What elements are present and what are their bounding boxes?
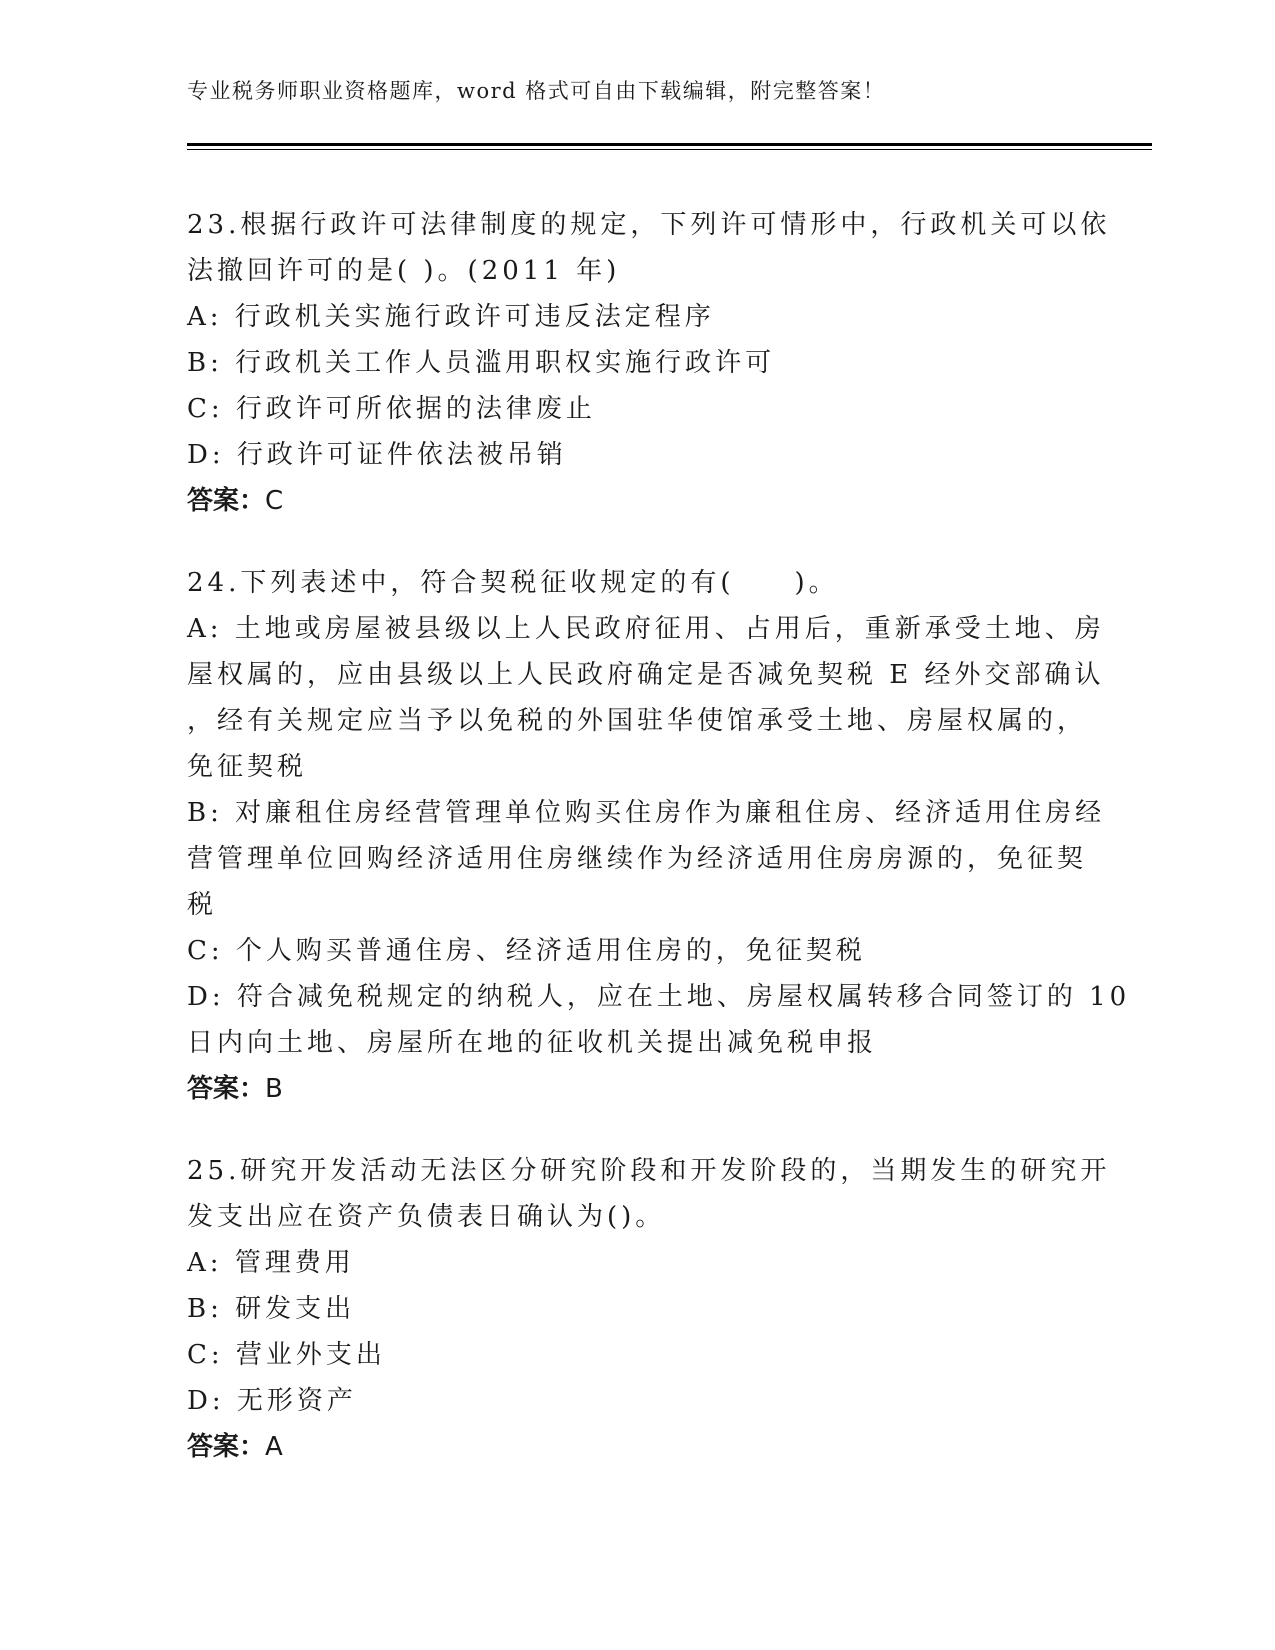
- question-stem-line: 24.下列表述中，符合契税征收规定的有( )。: [187, 568, 839, 598]
- option-line: 免征契税: [187, 752, 308, 782]
- option-line: A: 管理费用: [187, 1248, 355, 1278]
- question-block: [187, 560, 1131, 1112]
- answer-label: 答案：: [187, 486, 266, 516]
- question-stem-line: 发支出应在资产负债表日确认为()。: [187, 1202, 666, 1232]
- header-rule-thin: [187, 149, 1152, 150]
- option-line: D: 行政许可证件依法被吊销: [187, 440, 567, 470]
- option-line: C: 个人购买普通住房、经济适用住房的，免征契税: [187, 936, 866, 966]
- answer-label: 答案：: [187, 1074, 266, 1104]
- option-line: 营管理单位回购经济适用住房继续作为经济适用住房房源的，免征契: [187, 844, 1088, 874]
- header-rule-thick: [187, 143, 1152, 146]
- option-line: A: 土地或房屋被县级以上人民政府征用、占用后，重新承受土地、房: [187, 614, 1105, 644]
- answer-value: C: [265, 486, 284, 516]
- option-line: A: 行政机关实施行政许可违反法定程序: [187, 302, 715, 332]
- question-stem-line: 23.根据行政许可法律制度的规定，下列许可情形中，行政机关可以依: [187, 210, 1111, 240]
- option-line: B: 研发支出: [187, 1294, 356, 1324]
- answer-line: [187, 1066, 1087, 1112]
- question-block: [187, 1148, 1111, 1470]
- question-stem-line: 法撤回许可的是( )。(2011 年): [187, 256, 621, 286]
- answer-line: [187, 1424, 1087, 1470]
- question-block: [187, 202, 1111, 524]
- question-list: [187, 202, 1131, 1506]
- option-line: D: 无形资产: [187, 1386, 357, 1416]
- answer-value: B: [265, 1074, 283, 1104]
- option-line: B: 对廉租住房经营管理单位购买住房作为廉租住房、经济适用住房经: [187, 798, 1106, 828]
- option-line: ，经有关规定应当予以免税的外国驻华使馆承受土地、房屋权属的，: [187, 706, 1088, 736]
- answer-line: [187, 478, 1087, 524]
- option-line: C: 行政许可所依据的法律废止: [187, 394, 596, 424]
- option-line: 税: [187, 890, 218, 920]
- answer-value: A: [265, 1432, 283, 1462]
- option-line: C: 营业外支出: [187, 1340, 386, 1370]
- option-line: 屋权属的，应由县级以上人民政府确定是否减免契税 E 经外交部确认: [187, 660, 1105, 690]
- option-line: B: 行政机关工作人员滥用职权实施行政许可: [187, 348, 776, 378]
- option-line: 日内向土地、房屋所在地的征收机关提出减免税申报: [187, 1028, 878, 1058]
- answer-label: 答案：: [187, 1432, 266, 1462]
- question-stem-line: 25.研究开发活动无法区分研究阶段和开发阶段的，当期发生的研究开: [187, 1156, 1111, 1186]
- page-header: 专业税务师职业资格题库，word 格式可自由下载编辑，附完整答案！: [187, 79, 886, 103]
- option-line: D: 符合减免税规定的纳税人，应在土地、房屋权属转移合同签订的 10: [187, 982, 1131, 1012]
